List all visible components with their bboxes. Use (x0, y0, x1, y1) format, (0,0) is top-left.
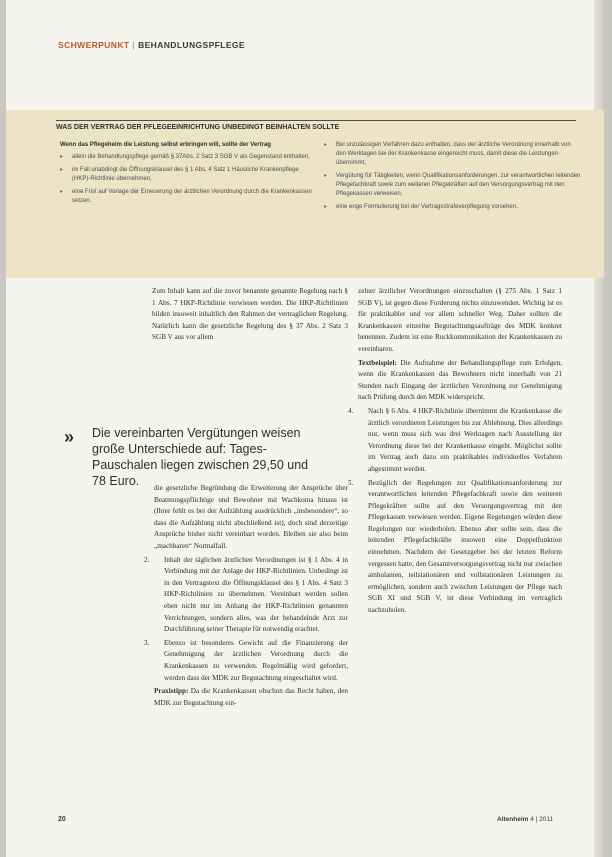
info-box-title: WAS DER VERTRAG DER PFLEGEEINRICHTUNG UNBEDINGT BEINHALTEN SOLLTE (56, 124, 340, 131)
quote-mark-icon: » (64, 427, 75, 447)
info-box-bullet: ▸ im Fall unabdingt die Öffnungsklausel des § 1 Abs. 4 Satz 1 Häusliche Krankenpflege (HKP)-Richtlinie übernehmen, (60, 166, 312, 184)
info-box-bullet: ▸ Bei unzulässigen Verfahren dazu enthalten, dass der ärztliche Verordnung innerhalb von den Werktagen bei der Krankenkasse eingereicht muss, damit diese die Leistungen übernimmt, (324, 141, 582, 168)
tip-label: Praxistipp: (154, 687, 189, 696)
item-text: Bezüglich der Regelungen zur Qualifikationsanforderung zur verantwortlichen leitenden Pflegefachkraft sowie den weiteren Pflegekräften sollte auf den Versorgungsvertrag mit den Pflegekassen verwiesen werden. Eigene Regelungen würden diese Regelungen nur wiederholen. Ebenso aber sollte sein, dass die leitenden Pflegefachkräfte insoweit eine Doppelfunktion einnehmen. Nachdem der Gesetzgeber bei der letzten Reform vergessen hatte, den Gesamtversorgungsvertrag nicht nur zwischen ambulanten, teilstationären und vollstationären Leistungen zu ermöglichen, sondern auch zwischen Leistungen der Pflege nach SGB XI und SGB V, ist diese Verbindung im vertraglich nachzuholen. (368, 478, 562, 615)
info-box-bullet: ▸ allein die Behandlungspflege gemäß § 37Abs. 2 Satz 3 SGB V als Gegenstand enthalten, (60, 153, 312, 162)
item-text: Inhalt der täglichen ärztlichen Verordnungen ist § 1 Abs. 4 in Verbindung mit der Anlage der HKP-Richtlinien. Unbedingt ist in den Vertragstext die Öffnungsklausel des § 1 Abs. 4 Satz 3 HKP-Richtlinien zu übernehmen. Vereinbart werden sollen eben nicht nur im Anhang der HKP-Richtlinien genannten Verrichtungen, sondern alles, was der behandelnde Arzt zur Durchführung seiner Therapie für notwendig erachtet. (164, 555, 348, 634)
numbered-item (144, 638, 348, 684)
item-number: 4. (348, 406, 354, 415)
tip-text: Da die Krankenkassen obschon das Recht haben, den MDK zur Begutachtung ein- (154, 687, 348, 707)
right-column (348, 286, 562, 619)
middle-column-lower (144, 483, 348, 711)
body-paragraph: Zum Inhalt kann auf die zuvor benannte genannte Regelung nach § 1 Abs. 7 HKP-Richtlinie verwiesen werden. Die HKP-Richtlinien bilden insoweit inhaltlich den Rahmen der vertraglichen Regelung. Natürlich kann die gesetzliche Regelung des § 37 Abs. 2 Satz 3 SGB V aus vor allem (152, 287, 348, 342)
magazine-page (6, 0, 604, 857)
middle-column-top (152, 286, 348, 346)
example-text: Die Aufnahme der Behandlungspflege zum Erfolgen, wenn die Krankenkassen das Bewohnern nicht innerhalb von 21 Stunden nach Eingang der ärztlichen Verordnung zur Genehmigung nach Prüfung durch den MDK widerspricht. (358, 358, 562, 402)
magazine-name: Altenheim (497, 816, 529, 823)
info-box-bullet: ▸ Vergütung für Tätigkeiten, wenn Qualifikationsanforderungen, zur verantwortlichen leitenden Pflegefachkraft sowie zum weiteren Pflegekräften auf den Versorgungsvertrag mit den Pflegekassen verweisen, (324, 172, 582, 199)
info-box-left-column (60, 141, 312, 210)
item-number: 5. (348, 478, 354, 487)
numbered-item (348, 478, 562, 617)
example-label: Textbeispiel: (358, 358, 397, 367)
item-number: 2. (144, 555, 150, 564)
practice-tip (154, 686, 348, 709)
text-example (358, 358, 562, 404)
header-separator: | (132, 40, 136, 50)
item-number: 3. (144, 638, 150, 647)
magazine-footer (497, 816, 553, 823)
info-box-bullet: ▸ eine Frist auf Vorlage der Erneuerung der ärztlichen Verordnung durch die Krankenkassen setzen. (60, 188, 312, 206)
info-box-right-column (324, 141, 582, 216)
numbered-item (348, 406, 562, 476)
topic-label: BEHANDLUNGSPFLEGE (138, 40, 245, 50)
body-paragraph: die gesetzliche Begründung die Erweiterung der Ansprüche über Beatmungspflichtige und Bewohner mit Wachkoma hinaus ist (Ihrer fehlt es bei der Aufzählung ausdrücklich „insbesondere“, so dass die Aufzählung nicht abschließend ist), doch sind derzeitige Ansprüche bisher nicht vereinbart worden. Bleiben sie also beim „machbaren“ Normalfall. (154, 484, 348, 550)
section-label: SCHWERPUNKT (58, 40, 130, 50)
pull-quote: Die vereinbarten Vergütungen weisen große Unterschiede auf: Tages-Pauschalen liegen zwischen 29,50 und 78 Euro. (92, 426, 309, 488)
item-text: Ebenso ist besonderes Gewicht auf die Finanzierung der Genehmigung der ärztlichen Verordnung durch die Krankenkassen zu verwenden. Regelmäßig wird gefordert, werden dass der MDK zur Begutachtung eingeschaltet wird. (164, 638, 348, 682)
page-number: 20 (58, 816, 66, 823)
info-box-bullet: ▸ eine enge Formulierung bei der Vertragsstrafeverpflegung vorsehen. (324, 203, 582, 212)
issue-label: 4 | 2011 (530, 816, 554, 823)
item-text: Nach § 6 Abs. 4 HKP-Richtlinie übernimmt die Krankenkasse die ärztlich verordneten Leistungen bis zur Ablehnung. Dies allerdings nur, wenn muss sich was drei Werktagen nach Ausstellung der Verordnung diese bei der Krankenkasse eingeht. Möglichst sollte im Vertrag auch dazu ein praktikables individuelles Verfahren abgestimmt werden. (368, 406, 562, 473)
info-box-rule (56, 120, 576, 121)
body-paragraph: zelner ärztlicher Verordnungen einzuschalten (§ 275 Abs. 1 Satz 1 SGB V), ist gegen diese Forderung nichts einzuwenden. Wichtig ist es für praktikabler und vor allem schneller Weg. Daher sollten die Krankenkassen einzelne Begutachtungsaufträge des MDK konkret benennen. Zudem ist eine Ruckkommunikation der Krankenkassen zu vereinbaren. (358, 287, 562, 353)
info-box-intro: Wenn das Pflegeheim die Leistung selbst erbringen will, sollte der Vertrag (60, 142, 271, 148)
section-header (58, 40, 245, 50)
numbered-item (144, 555, 348, 636)
